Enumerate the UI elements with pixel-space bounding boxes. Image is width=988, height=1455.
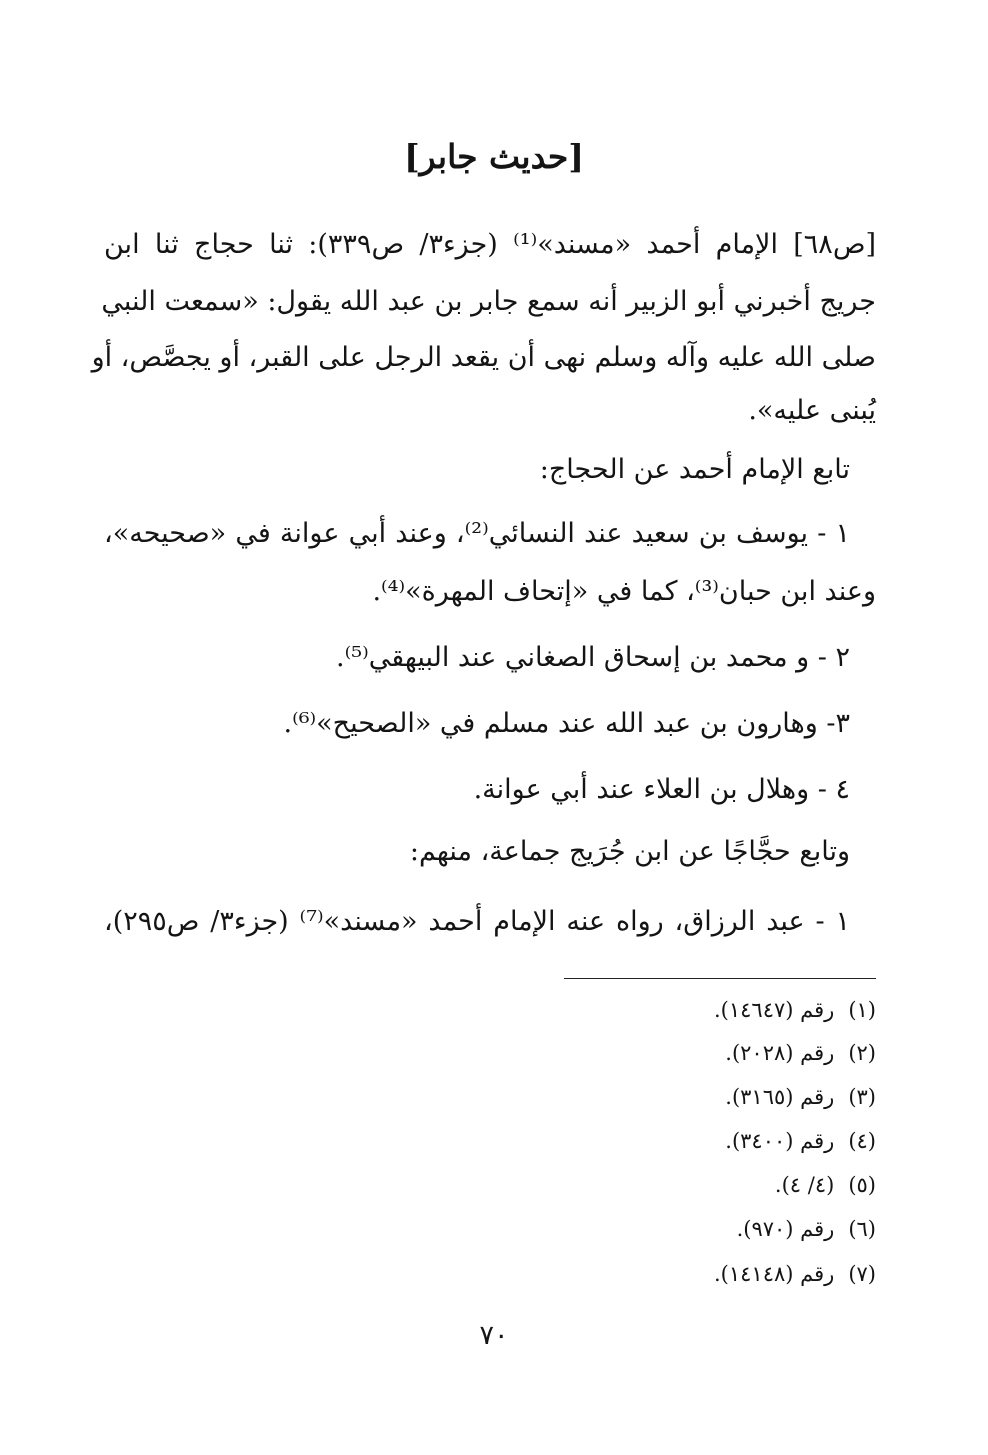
footnote (725, 1038, 876, 1068)
footnote-number: (٤) (848, 1129, 876, 1153)
body-line: [ص٦٨] الإمام أحمد «مسند»⁽¹⁾ (جزء٣/ ص٣٣٩): ثنا حجاج ثنا ابن (104, 229, 876, 260)
footnote-number: (٧) (848, 1262, 876, 1286)
footnote-text: رقم (١٤٦٤٧). (714, 998, 835, 1022)
footnote-text: رقم (٣١٦٥). (725, 1085, 835, 1109)
body-line: جريج أخبرني أبو الزبير أنه سمع جابر بن عبد الله يقول: «سمعت النبي (101, 286, 876, 317)
body-line: ٤ - وهلال بن العلاء عند أبي عوانة. (473, 774, 850, 805)
footnote-number: (٢) (848, 1041, 876, 1065)
footnote (714, 995, 876, 1025)
footnote-text: رقم (٢٠٢٨). (725, 1041, 835, 1065)
footnote-text: رقم (١٤١٤٨). (714, 1262, 835, 1286)
section-title: [حديث جابر] (404, 137, 584, 176)
body-line: ١ - يوسف بن سعيد عند النسائي⁽²⁾، وعند أبي عوانة في «صحيحه»، (104, 518, 850, 549)
footnote-number: (٥) (848, 1173, 876, 1197)
body-line: ١ - عبد الرزاق، رواه عنه الإمام أحمد «مسند»⁽⁷⁾ (جزء٣/ ص٢٩٥)، (104, 906, 850, 937)
body-line: ٢ - و محمد بن إسحاق الصغاني عند البيهقي⁽⁵⁾. (336, 642, 850, 673)
body-line: تابع الإمام أحمد عن الحجاج: (539, 454, 850, 485)
page-number: ٧٠ (479, 1320, 509, 1351)
footnote (714, 1259, 876, 1289)
footnote-text: (٤/ ٤). (774, 1173, 835, 1197)
footnote (725, 1126, 876, 1156)
footnote-separator (564, 978, 876, 979)
body-line: ٣- وهارون بن عبد الله عند مسلم في «الصحيح»⁽⁶⁾. (283, 708, 850, 739)
body-line: يُبنى عليه». (748, 395, 876, 426)
footnote-number: (٣) (848, 1085, 876, 1109)
footnote-number: (٦) (848, 1217, 876, 1241)
footnote-number: (١) (848, 998, 876, 1022)
footnote (737, 1214, 876, 1244)
footnote-text: رقم (٩٧٠). (736, 1217, 835, 1241)
footnote (775, 1170, 876, 1200)
body-line: وعند ابن حبان⁽³⁾، كما في «إتحاف المهرة»⁽⁴⁾. (372, 576, 876, 607)
body-line: صلى الله عليه وآله وسلم نهى أن يقعد الرجل على القبر، أو يجصَّص، أو (91, 342, 876, 373)
body-line: وتابع حجَّاجًا عن ابن جُرَيج جماعة، منهم: (409, 836, 850, 867)
footnote (725, 1082, 876, 1112)
footnote-text: رقم (٣٤٠٠). (725, 1129, 835, 1153)
